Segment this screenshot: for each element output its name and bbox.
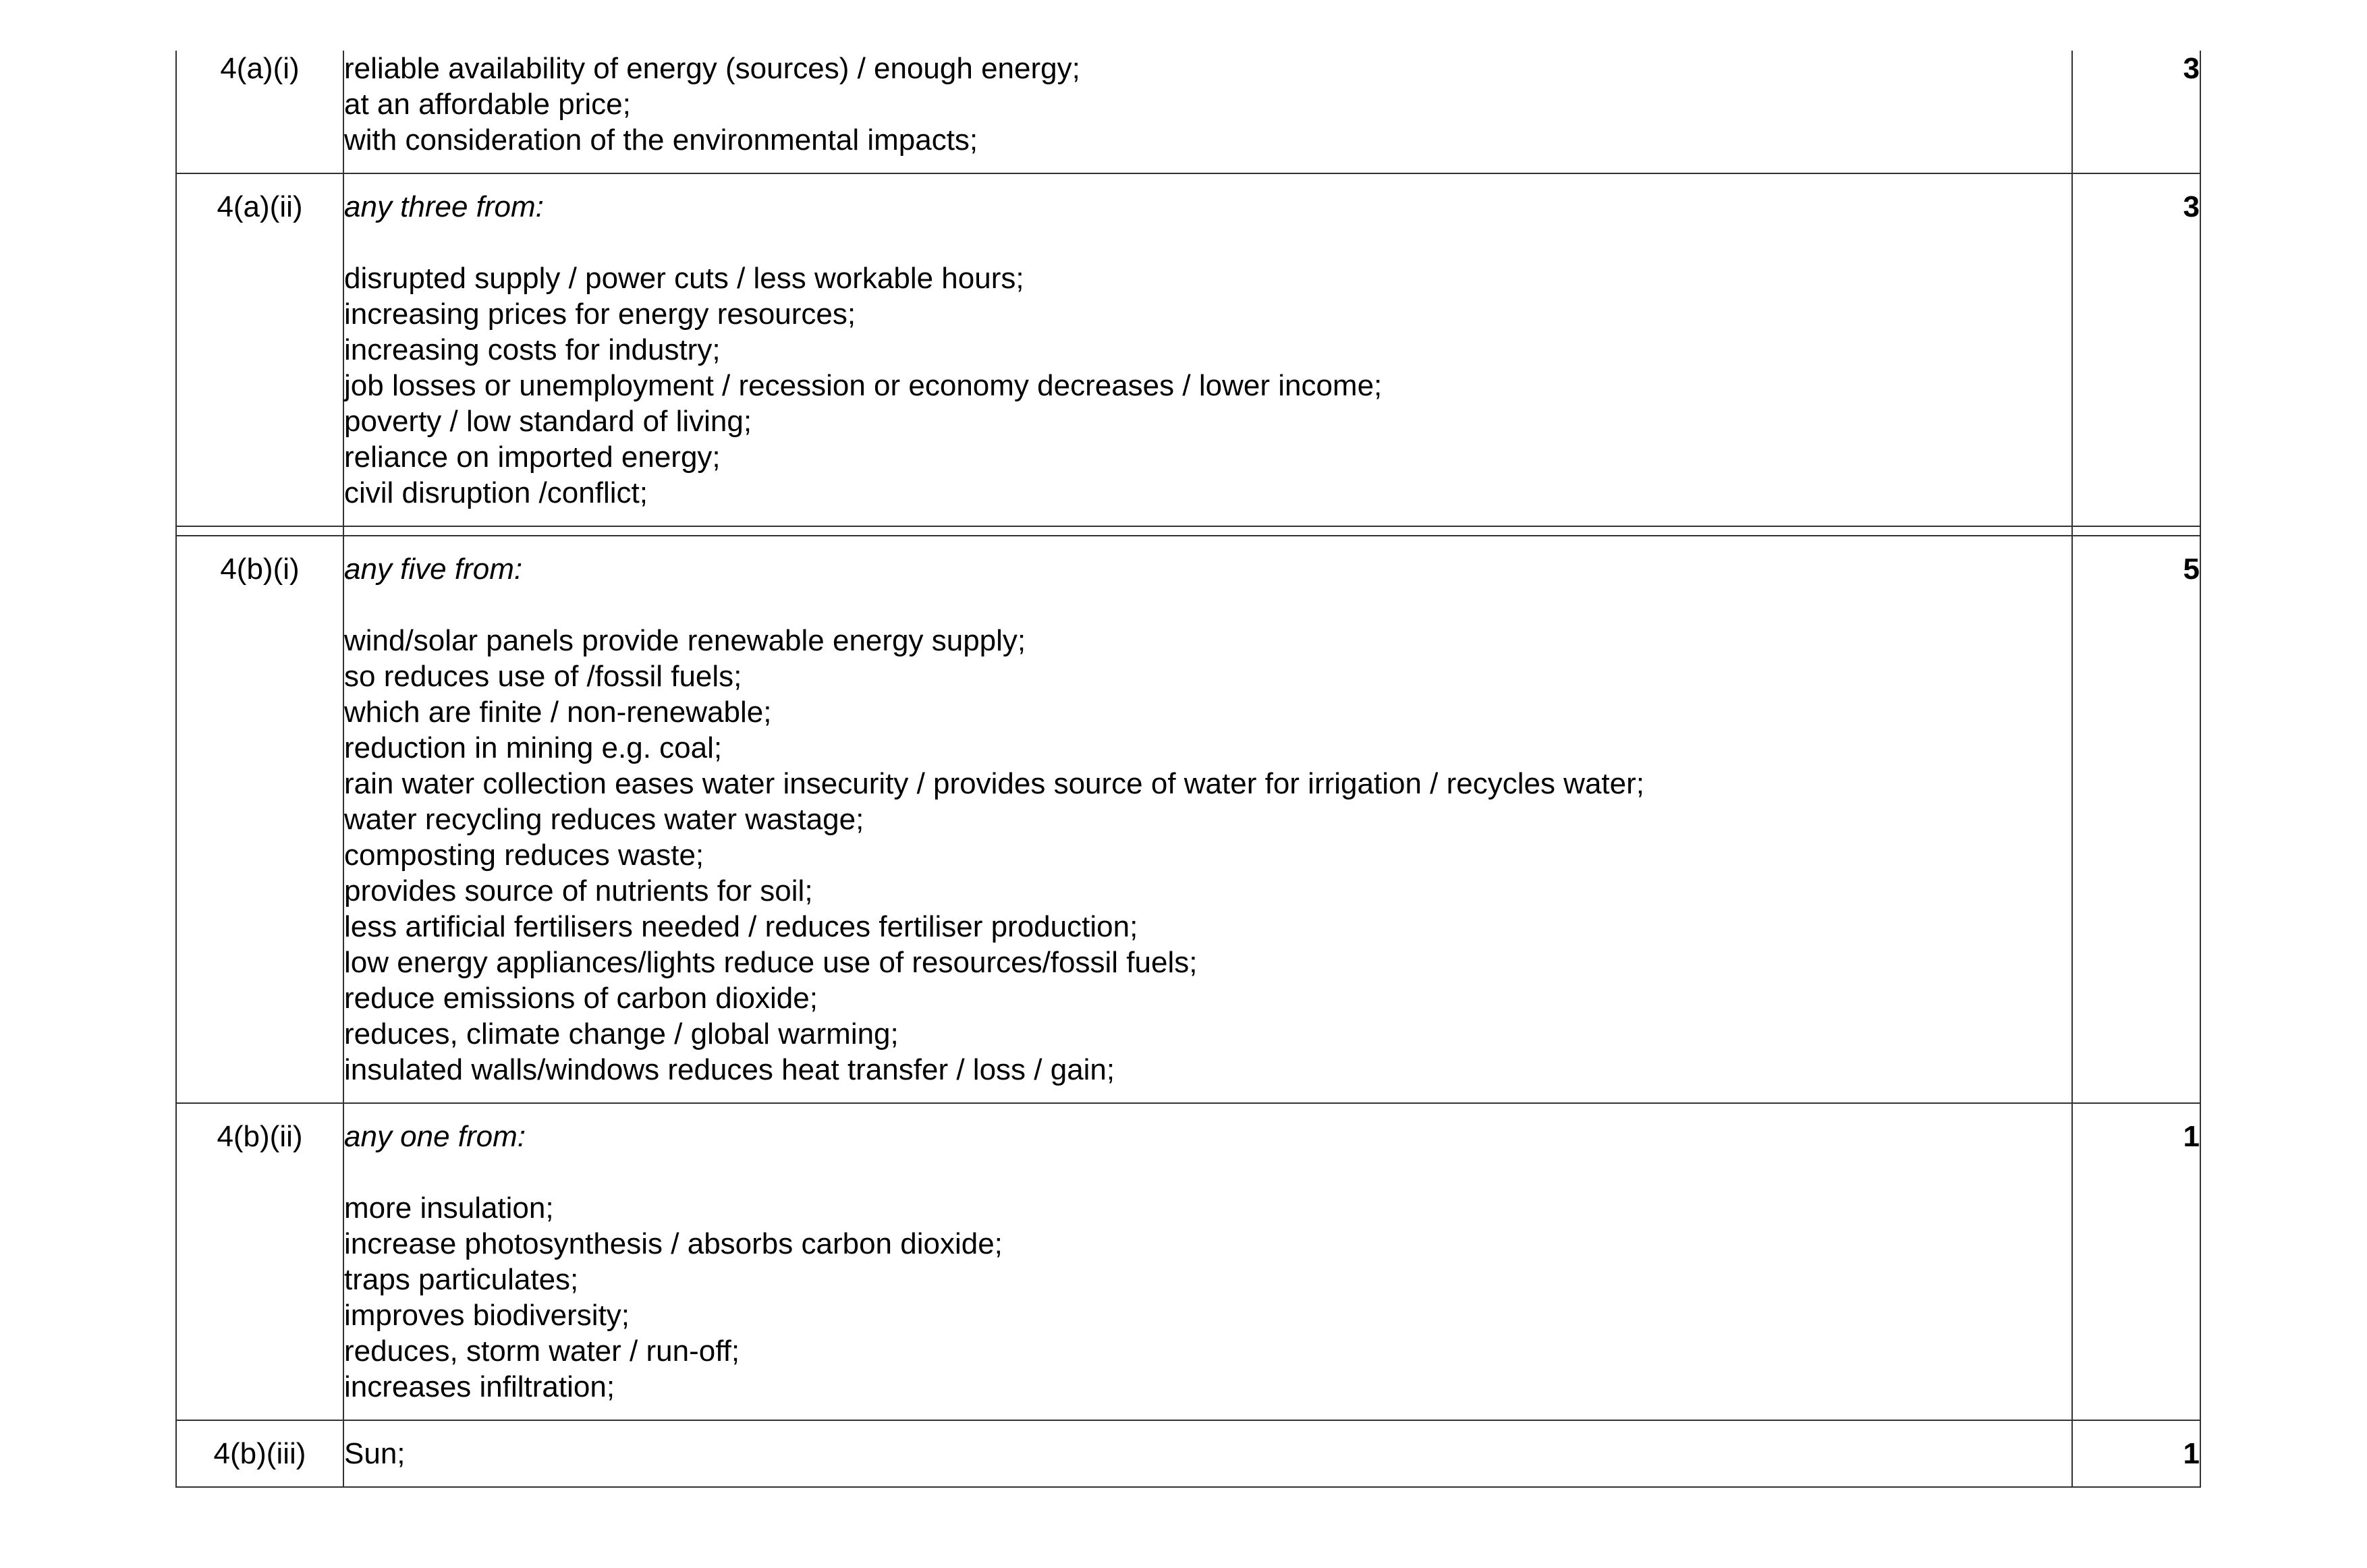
marks-cell: 3 — [2072, 51, 2200, 173]
question-number: 4(a)(ii) — [176, 173, 343, 526]
answer-line: increasing prices for energy resources; — [344, 298, 856, 331]
marks-cell: 3 — [2072, 173, 2200, 526]
answer-line: poverty / low standard of living; — [344, 405, 752, 438]
question-number: 4(a)(i) — [176, 51, 343, 173]
answer-line: reduction in mining e.g. coal; — [344, 731, 723, 764]
mark-scheme-table — [175, 51, 2201, 1488]
answer-line: increases infiltration; — [344, 1370, 615, 1403]
answer-intro: any five from: — [344, 553, 523, 586]
question-number: 4(b)(i) — [176, 536, 343, 1103]
answer-line: improves biodiversity; — [344, 1299, 630, 1332]
answer-line: reliance on imported energy; — [344, 441, 721, 474]
answer-line: so reduces use of /fossil fuels; — [344, 660, 742, 693]
answer-line: reliable availability of energy (sources) / enough energy; — [344, 52, 1080, 85]
answer-line: reduce emissions of carbon dioxide; — [344, 982, 818, 1015]
answer-line: provides source of nutrients for soil; — [344, 874, 813, 907]
answer-line: insulated walls/windows reduces heat transfer / loss / gain; — [344, 1053, 1115, 1086]
answer-line: composting reduces waste; — [344, 839, 704, 872]
answer-line: low energy appliances/lights reduce use of resources/fossil fuels; — [344, 946, 1198, 979]
answer-intro: any one from: — [344, 1120, 526, 1153]
answer-line: increase photosynthesis / absorbs carbon dioxide; — [344, 1227, 1003, 1260]
question-row-4aii — [176, 173, 2200, 526]
answer-line: reduces, storm water / run-off; — [344, 1335, 740, 1368]
question-row-4ai — [176, 51, 2200, 173]
answer-line: at an affordable price; — [344, 88, 631, 121]
answer-cell — [343, 1420, 2072, 1487]
answer-line: wind/solar panels provide renewable energy supply; — [344, 624, 1026, 657]
answer-line: more insulation; — [344, 1192, 554, 1225]
answer-line: reduces, climate change / global warming; — [344, 1017, 899, 1051]
answer-line: traps particulates; — [344, 1263, 579, 1296]
question-row-4biii — [176, 1420, 2200, 1487]
question-row-4bi — [176, 536, 2200, 1103]
answer-cell — [343, 1103, 2072, 1420]
question-row-4bii — [176, 1103, 2200, 1420]
answer-cell — [343, 173, 2072, 526]
answer-line: which are finite / non-renewable; — [344, 696, 772, 729]
marks-cell: 1 — [2072, 1103, 2200, 1420]
marks-cell: 5 — [2072, 536, 2200, 1103]
answer-line: increasing costs for industry; — [344, 333, 721, 366]
answer-line: disrupted supply / power cuts / less workable hours; — [344, 262, 1024, 295]
answer-line: job losses or unemployment / recession or economy decreases / lower income; — [344, 369, 1383, 402]
answer-line: Sun; — [344, 1437, 406, 1470]
section-divider — [176, 526, 2200, 536]
question-number: 4(b)(ii) — [176, 1103, 343, 1420]
answer-line: with consideration of the environmental impacts; — [344, 123, 978, 157]
question-number: 4(b)(iii) — [176, 1420, 343, 1487]
answer-line: water recycling reduces water wastage; — [344, 803, 864, 836]
answer-cell — [343, 51, 2072, 173]
answer-cell — [343, 536, 2072, 1103]
answer-line: rain water collection eases water insecurity / provides source of water for irrigation / recycles water; — [344, 767, 1644, 800]
marks-cell: 1 — [2072, 1420, 2200, 1487]
answer-intro: any three from: — [344, 190, 544, 223]
answer-line: civil disruption /conflict; — [344, 476, 648, 509]
answer-line: less artificial fertilisers needed / reduces fertiliser production; — [344, 910, 1138, 943]
